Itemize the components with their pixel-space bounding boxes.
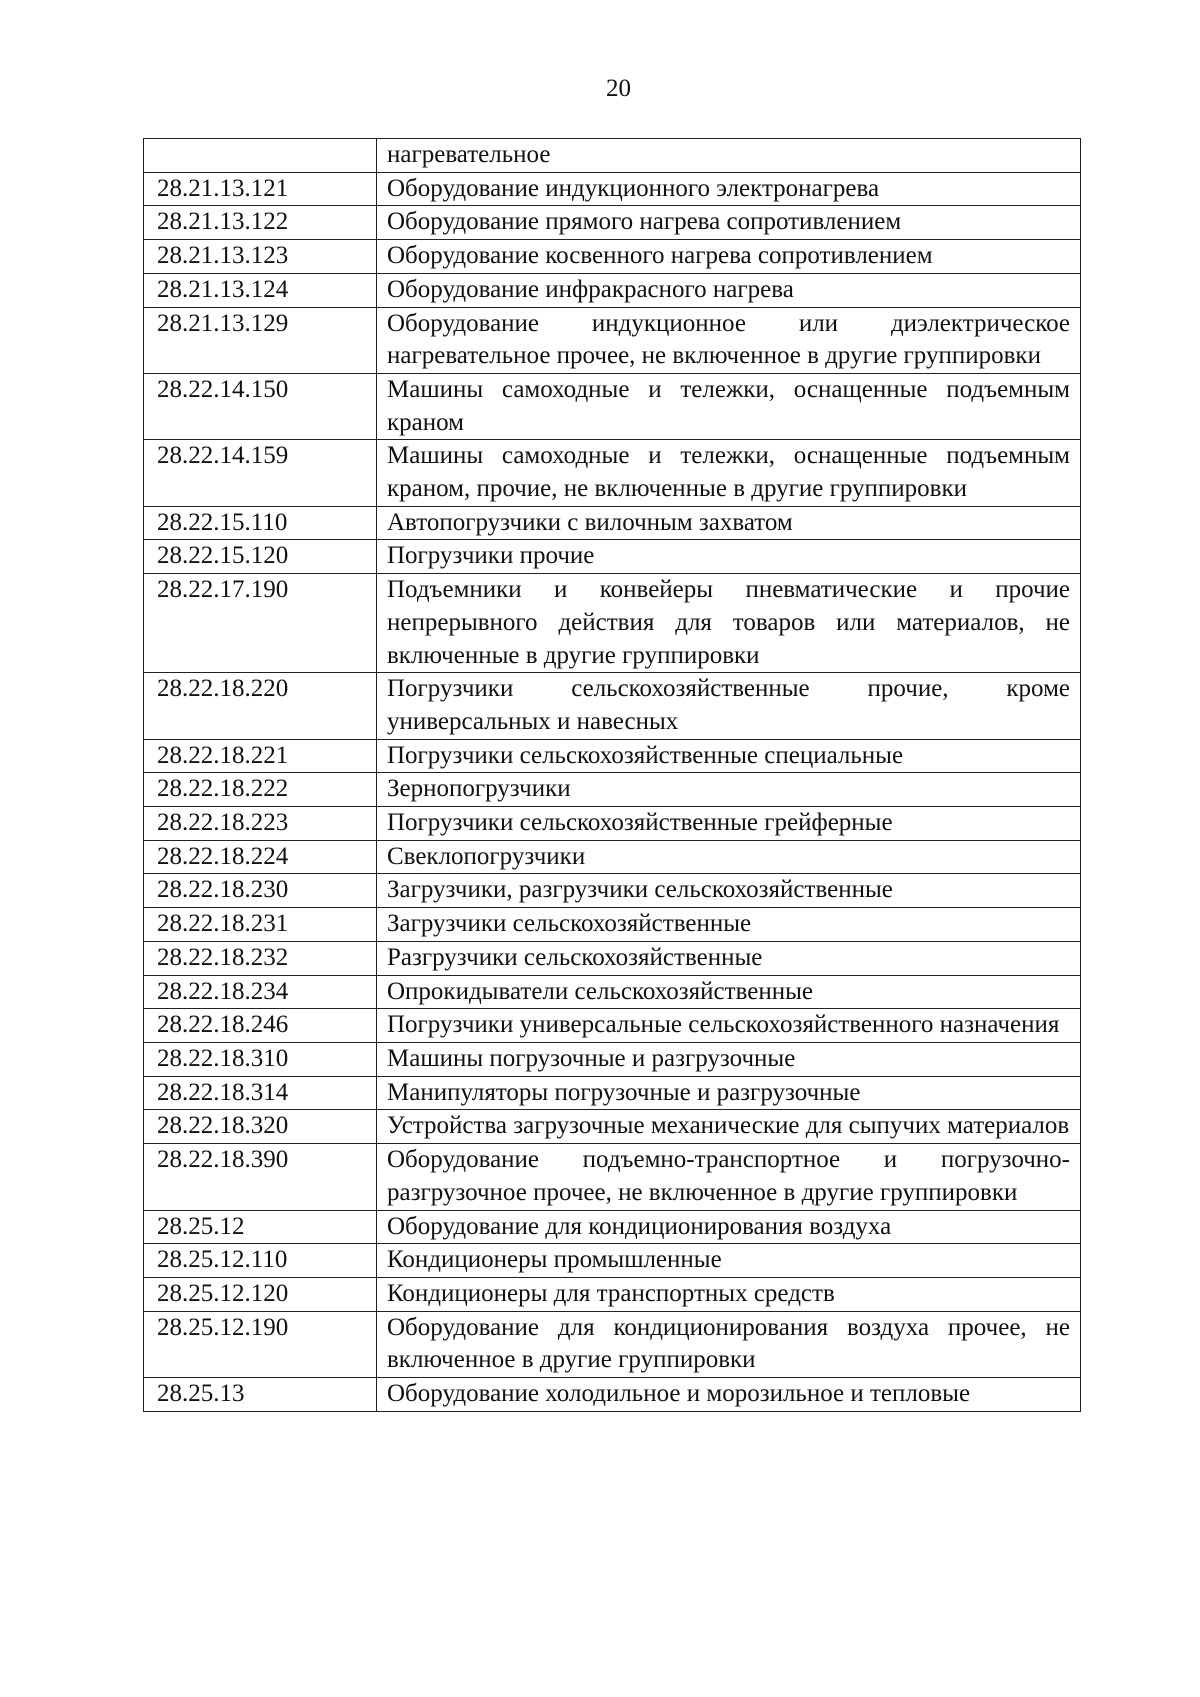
row-description: Оборудование для кондиционирования воздуха прочее, не включенное в другие группировки — [377, 1311, 1081, 1377]
table-row — [144, 1076, 1081, 1110]
row-code: 28.22.18.223 — [144, 807, 377, 841]
table-row — [144, 307, 1081, 373]
row-description: Погрузчики прочие — [377, 540, 1081, 574]
table-row — [144, 506, 1081, 540]
row-code: 28.22.18.390 — [144, 1144, 377, 1210]
row-code: 28.22.18.220 — [144, 673, 377, 739]
row-description: Автопогрузчики с вилочным захватом — [377, 506, 1081, 540]
row-description: Загрузчики сельскохозяйственные — [377, 908, 1081, 942]
row-code: 28.22.18.246 — [144, 1009, 377, 1043]
page-number: 20 — [606, 75, 631, 102]
table-row — [144, 1311, 1081, 1377]
table-row — [144, 1042, 1081, 1076]
table-row — [144, 1378, 1081, 1412]
table-row — [144, 773, 1081, 807]
row-code: 28.21.13.124 — [144, 273, 377, 307]
row-description: Оборудование индукционное или диэлектрическое нагревательное прочее, не включенное в другие группировки — [377, 307, 1081, 373]
row-code: 28.22.18.310 — [144, 1042, 377, 1076]
table-row — [144, 574, 1081, 673]
row-code: 28.21.13.122 — [144, 206, 377, 240]
row-description: Машины погрузочные и разгрузочные — [377, 1042, 1081, 1076]
row-description: Загрузчики, разгрузчики сельскохозяйственные — [377, 874, 1081, 908]
row-code: 28.25.12.190 — [144, 1311, 377, 1377]
table-row — [144, 1210, 1081, 1244]
row-code: 28.22.18.224 — [144, 840, 377, 874]
table-row — [144, 172, 1081, 206]
table-row — [144, 739, 1081, 773]
row-description: Оборудование прямого нагрева сопротивлением — [377, 206, 1081, 240]
table-body — [144, 139, 1081, 1412]
table-row — [144, 941, 1081, 975]
row-description: Оборудование косвенного нагрева сопротивлением — [377, 240, 1081, 274]
row-code: 28.22.18.234 — [144, 975, 377, 1009]
row-code: 28.25.12.110 — [144, 1244, 377, 1278]
table-row — [144, 139, 1081, 173]
row-code: 28.25.12 — [144, 1210, 377, 1244]
row-code: 28.22.14.150 — [144, 373, 377, 439]
row-description: Оборудование инфракрасного нагрева — [377, 273, 1081, 307]
row-description: Кондиционеры для транспортных средств — [377, 1277, 1081, 1311]
row-code: 28.22.15.120 — [144, 540, 377, 574]
row-code: 28.25.12.120 — [144, 1277, 377, 1311]
row-description: Машины самоходные и тележки, оснащенные подъемным краном, прочие, не включенные в другие группировки — [377, 440, 1081, 506]
row-code: 28.22.18.314 — [144, 1076, 377, 1110]
row-description: Опрокидыватели сельскохозяйственные — [377, 975, 1081, 1009]
row-description: Разгрузчики сельскохозяйственные — [377, 941, 1081, 975]
table-row — [144, 373, 1081, 439]
row-description: Погрузчики сельскохозяйственные прочие, кроме универсальных и навесных — [377, 673, 1081, 739]
row-description: Погрузчики сельскохозяйственные грейферные — [377, 807, 1081, 841]
row-code: 28.21.13.121 — [144, 172, 377, 206]
row-description: Свеклопогрузчики — [377, 840, 1081, 874]
row-code — [144, 139, 377, 173]
row-description: Машины самоходные и тележки, оснащенные подъемным краном — [377, 373, 1081, 439]
row-description: Оборудование холодильное и морозильное и тепловые — [377, 1378, 1081, 1412]
row-description: Устройства загрузочные механические для сыпучих материалов — [377, 1110, 1081, 1144]
row-description: Оборудование подъемно-транспортное и погрузочно-разгрузочное прочее, не включенное в другие группировки — [377, 1144, 1081, 1210]
row-code: 28.22.18.232 — [144, 941, 377, 975]
table-row — [144, 206, 1081, 240]
table-row — [144, 874, 1081, 908]
row-description: Погрузчики универсальные сельскохозяйственного назначения — [377, 1009, 1081, 1043]
row-description: Оборудование индукционного электронагрева — [377, 172, 1081, 206]
row-description: Зернопогрузчики — [377, 773, 1081, 807]
classification-table — [143, 138, 1081, 1412]
table-row — [144, 1009, 1081, 1043]
row-description: нагревательное — [377, 139, 1081, 173]
table-row — [144, 975, 1081, 1009]
row-description: Погрузчики сельскохозяйственные специальные — [377, 739, 1081, 773]
row-description: Кондиционеры промышленные — [377, 1244, 1081, 1278]
table-row — [144, 273, 1081, 307]
row-description: Подъемники и конвейеры пневматические и прочие непрерывного действия для товаров или материалов, не включенные в другие группировки — [377, 574, 1081, 673]
row-description: Оборудование для кондиционирования воздуха — [377, 1210, 1081, 1244]
table-row — [144, 1277, 1081, 1311]
table-row — [144, 673, 1081, 739]
row-code: 28.22.18.222 — [144, 773, 377, 807]
row-code: 28.22.15.110 — [144, 506, 377, 540]
table-row — [144, 807, 1081, 841]
row-code: 28.21.13.129 — [144, 307, 377, 373]
table-row — [144, 1144, 1081, 1210]
row-code: 28.22.18.221 — [144, 739, 377, 773]
table-row — [144, 840, 1081, 874]
table-row — [144, 908, 1081, 942]
row-code: 28.21.13.123 — [144, 240, 377, 274]
table-row — [144, 540, 1081, 574]
row-code: 28.22.17.190 — [144, 574, 377, 673]
row-code: 28.22.18.230 — [144, 874, 377, 908]
row-code: 28.22.18.231 — [144, 908, 377, 942]
row-code: 28.22.14.159 — [144, 440, 377, 506]
table-row — [144, 240, 1081, 274]
table-row — [144, 440, 1081, 506]
row-code: 28.22.18.320 — [144, 1110, 377, 1144]
table-row — [144, 1244, 1081, 1278]
table-row — [144, 1110, 1081, 1144]
row-code: 28.25.13 — [144, 1378, 377, 1412]
row-description: Манипуляторы погрузочные и разгрузочные — [377, 1076, 1081, 1110]
